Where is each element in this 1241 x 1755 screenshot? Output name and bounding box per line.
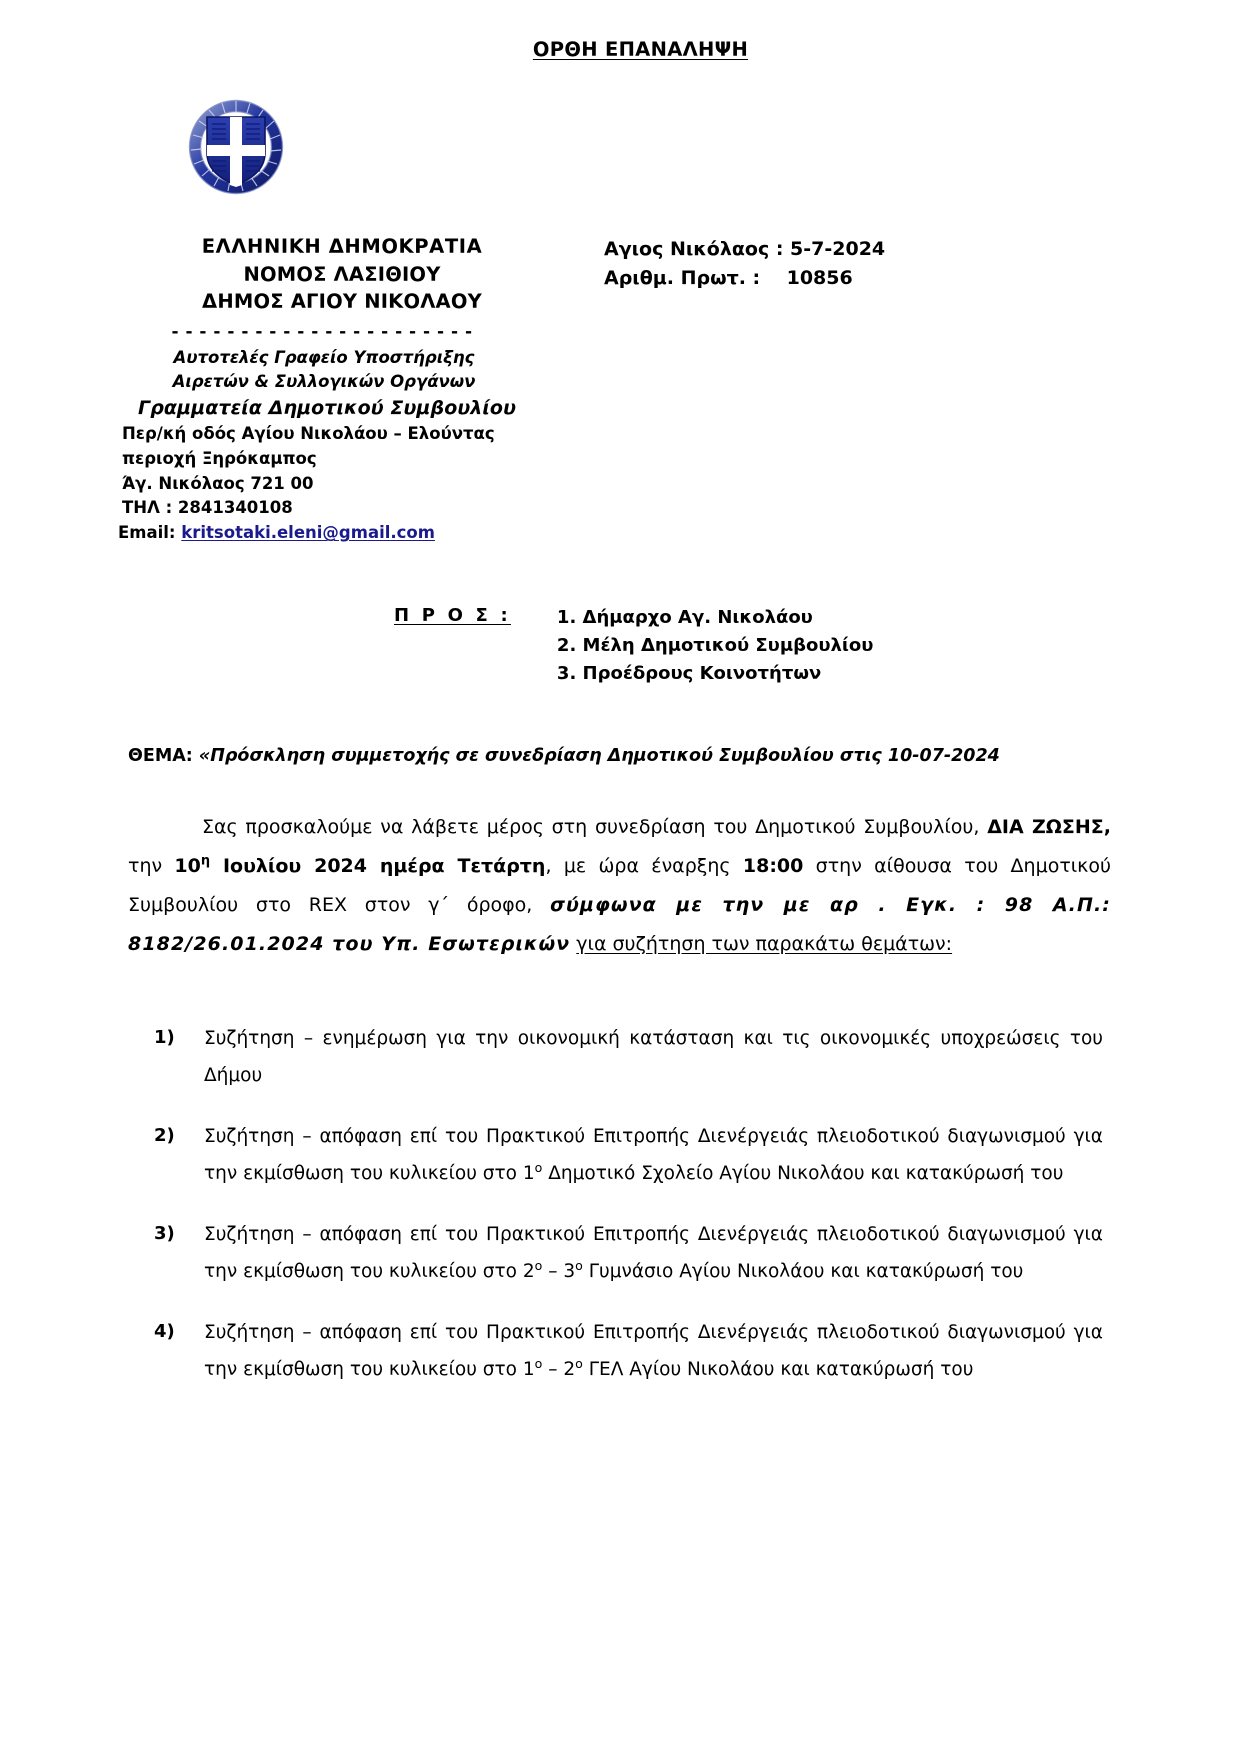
body-seg-8: στην αίθουσα του Δημοτικού Συμβουλίου στο REX στον γ΄ όροφο,	[128, 854, 1111, 916]
address-line-1: Περ/κή οδός Αγίου Νικολάου – Ελούντας	[122, 424, 495, 444]
email-line	[112, 521, 582, 546]
agenda-text-b: Γυμνάσιο Αγίου Νικολάου και κατακύρωσή του	[582, 1261, 1024, 1283]
agenda-text	[204, 1118, 1129, 1192]
body-seg-time: 18:00	[742, 854, 804, 877]
body-paragraph	[112, 808, 1129, 965]
subject-label: ΘΕΜΑ:	[128, 746, 199, 767]
body-seg-1: Σας προσκαλούμε να λάβετε μέρος στη συνεδρίαση του Δημοτικού Συμβουλίου,	[202, 815, 988, 838]
agenda-text-a: Συζήτηση – απόφαση επί του Πρακτικού Επιτροπής Διενέργειάς πλειοδοτικού διαγωνισμού για την εκμίσθωση του κυλικείου στο 1	[204, 1322, 1103, 1381]
agenda-number: 2)	[154, 1125, 175, 1147]
letterhead-right	[582, 233, 1129, 294]
page-title: ΟΡΘΗ ΕΠΑΝΑΛΗΨΗ	[532, 38, 749, 61]
body-seg-circular: σύμφωνα με την με αρ . Εγκ. : 98 Α.Π.: 8182/26.01.2024 του Υπ. Εσωτερικών	[128, 893, 1111, 955]
subject-line	[112, 744, 1129, 769]
ordinal-superscript: ο	[534, 1257, 543, 1273]
office-line-2: Αιρετών & Συλλογικών Οργάνων	[172, 371, 476, 391]
department-line: Γραμματεία Δημοτικού Συμβουλίου	[137, 396, 517, 419]
agenda-text: Συζήτηση – ενημέρωση για την οικονομική κατάσταση και τις οικονομικές υποχρεώσεις του Δήμου	[204, 1028, 1103, 1087]
email-link[interactable]: kritsotaki.eleni@gmail.com	[181, 523, 435, 543]
body-seg-6: , με ώρα έναρξης	[545, 854, 743, 877]
agenda-text-a: Συζήτηση – απόφαση επί του Πρακτικού Επιτροπής Διενέργειάς πλειοδοτικού διαγωνισμού για την εκμίσθωση του κυλικείου στο 1	[204, 1126, 1103, 1185]
emblem-container	[112, 95, 1129, 195]
body-seg-dia-zosis: ΔΙΑ ΖΩΣΗΣ,	[987, 815, 1111, 838]
agenda-text-b: Δημοτικό Σχολείο Αγίου Νικολάου και κατακύρωσή του	[542, 1163, 1064, 1185]
recipients-label: Π Ρ Ο Σ :	[394, 604, 511, 626]
subject-text: «Πρόσκληση συμμετοχής σε συνεδρίαση Δημοτικού Συμβουλίου στις 10-07-2024	[198, 746, 1000, 767]
address-line-2: περιοχή Ξηρόκαμπος	[122, 448, 317, 468]
agenda-text-b: ΓΕΛ Αγίου Νικολάου και κατακύρωσή του	[582, 1359, 974, 1381]
list-item: 1. Δήμαρχο Αγ. Νικολάου	[556, 606, 813, 628]
agenda-text-mid: – 3	[542, 1261, 576, 1283]
body-seg-agenda-intro: για συζήτηση των παρακάτω θεμάτων:	[576, 932, 953, 955]
agenda-list	[112, 1020, 1129, 1388]
protocol-number: Αριθμ. Πρωτ. : 10856	[604, 267, 853, 290]
org-line-prefecture: ΝΟΜΟΣ ΛΑΣΙΘΙΟΥ	[243, 262, 441, 286]
letterhead-left	[112, 233, 582, 546]
agenda-text-mid: – 2	[542, 1359, 576, 1381]
list-item	[150, 1216, 1129, 1290]
ordinal-superscript: ο	[534, 1355, 543, 1371]
agenda-number: 1)	[154, 1027, 175, 1049]
place-date: Αγιος Νικόλαος : 5-7-2024	[604, 238, 886, 260]
list-item	[150, 1314, 1129, 1388]
email-label: Email:	[118, 523, 176, 543]
phone-line: ΤΗΛ : 2841340108	[122, 498, 293, 518]
list-item	[150, 1020, 1129, 1094]
agenda-text	[204, 1314, 1129, 1388]
greek-coat-of-arms-icon	[180, 95, 292, 195]
body-seg-3: την	[128, 854, 175, 877]
recipients-block	[112, 604, 1129, 688]
ordinal-superscript: ο	[534, 1159, 543, 1175]
agenda-text-a: Συζήτηση – απόφαση επί του Πρακτικού Επιτροπής Διενέργειάς πλειοδοτικού διαγωνισμού για την εκμίσθωση του κυλικείου στο 2	[204, 1224, 1103, 1283]
body-seg-day-number: 10	[174, 854, 201, 877]
agenda-number: 4)	[154, 1321, 175, 1343]
body-seg-date: Ιουλίου 2024 ημέρα Τετάρτη	[210, 854, 546, 877]
org-line-municipality: ΔΗΜΟΣ ΑΓΙΟΥ ΝΙΚΟΛΑΟΥ	[202, 290, 482, 314]
recipients-list	[557, 604, 874, 688]
office-line-1: Αυτοτελές Γραφείο Υποστήριξης	[173, 347, 475, 367]
ordinal-superscript: ο	[575, 1355, 583, 1371]
header-separator: - - - - - - - - - - - - - - - - - - - - - -	[171, 322, 473, 343]
list-item: 2. Μέλη Δημοτικού Συμβουλίου	[556, 635, 874, 657]
list-item: 3. Προέδρους Κοινοτήτων	[556, 663, 822, 685]
letterhead	[112, 233, 1129, 546]
agenda-number: 3)	[154, 1223, 175, 1245]
list-item	[150, 1118, 1129, 1192]
org-line-republic: ΕΛΛΗΝΙΚΗ ΔΗΜΟΚΡΑΤΙΑ	[201, 235, 483, 258]
ordinal-superscript: η	[200, 853, 211, 869]
ordinal-superscript: ο	[575, 1257, 583, 1273]
agenda-text	[204, 1216, 1129, 1290]
address-line-3: Άγ. Νικόλαος 721 00	[122, 473, 314, 493]
